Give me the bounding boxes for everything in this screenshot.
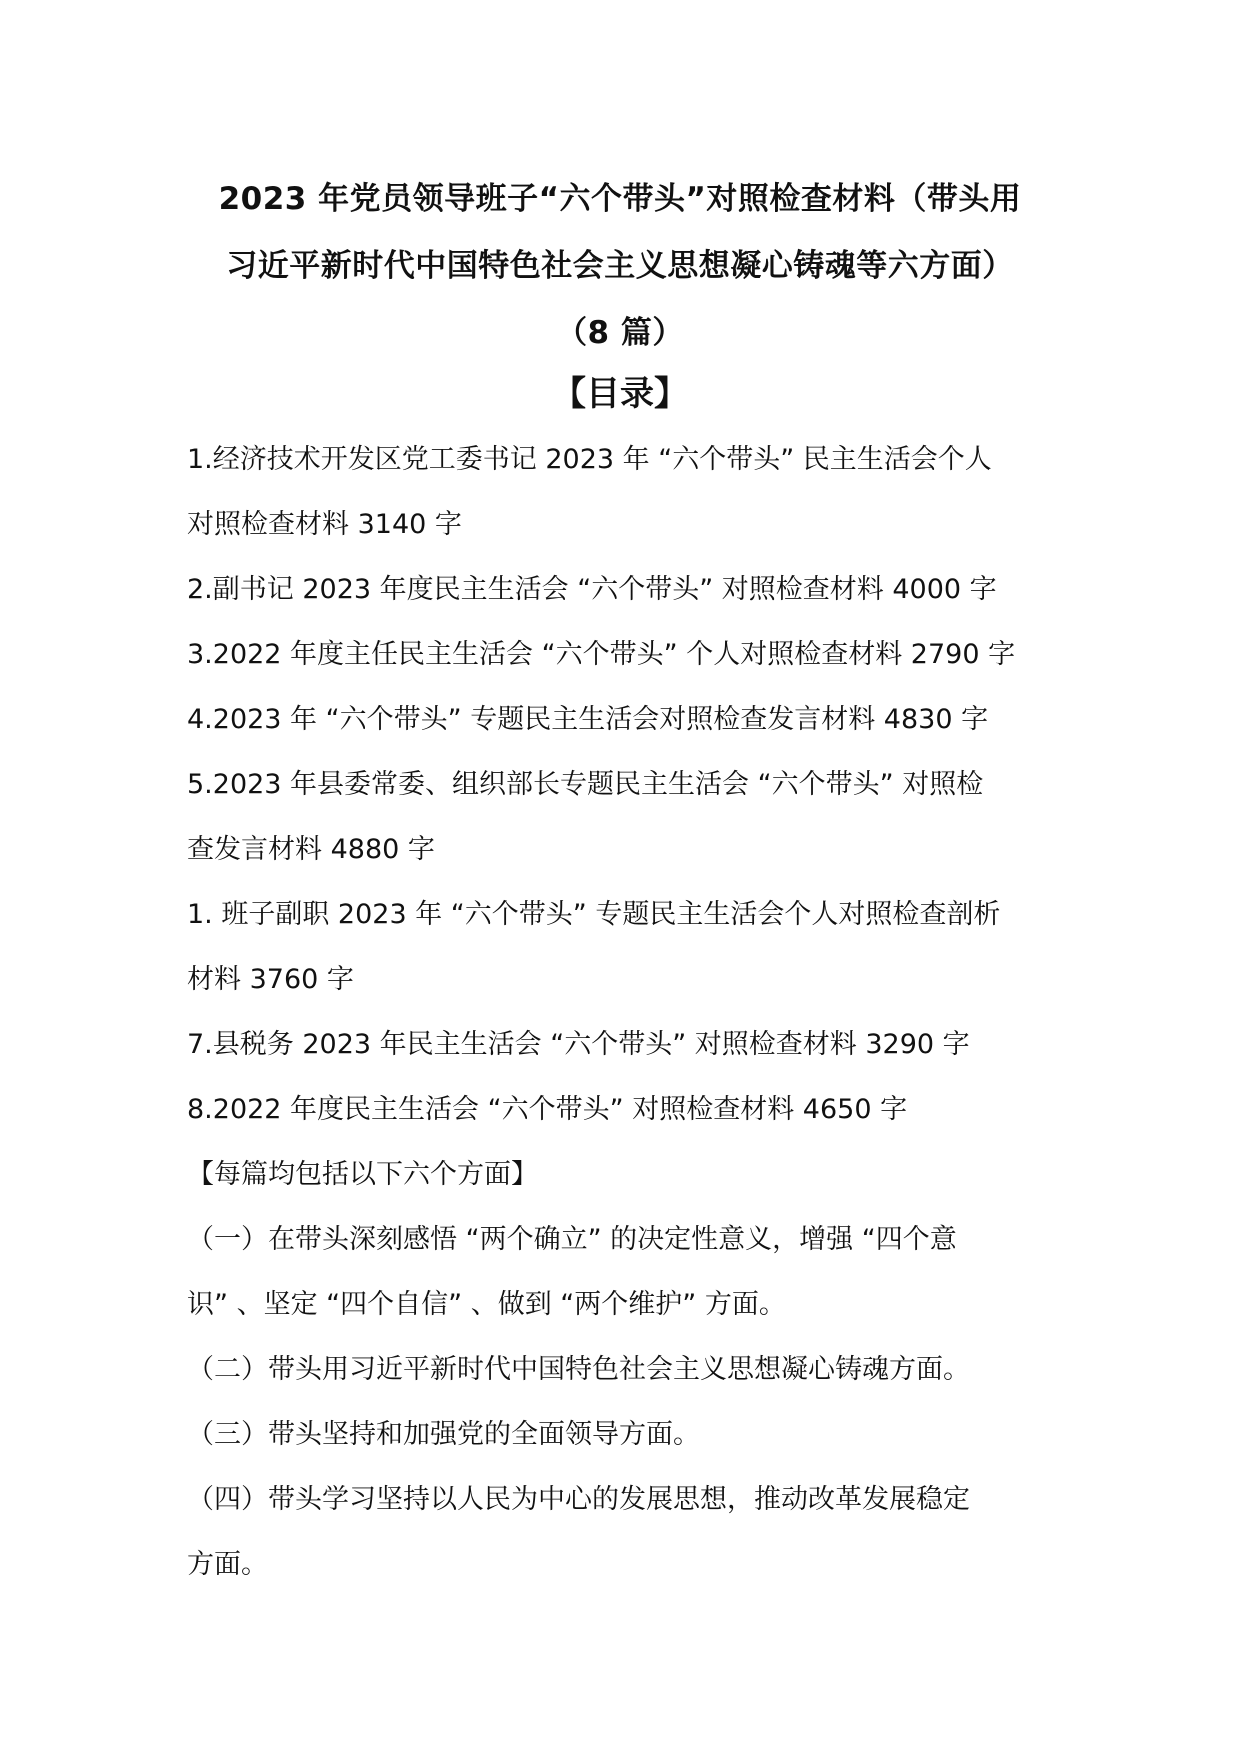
aspect-line: 识” 、坚定 “四个自信” 、做到 “两个维护” 方面。: [187, 1289, 786, 1320]
toc-line: 5.2023 年县委常委、组织部长专题民主生活会 “六个带头” 对照检: [187, 769, 984, 800]
aspect-line: （二）带头用习近平新时代中国特色社会主义思想凝心铸魂方面。: [187, 1354, 970, 1385]
aspect-line: （一）在带头深刻感悟 “两个确立” 的决定性意义，增强 “四个意: [187, 1224, 957, 1255]
toc-line: 查发言材料 4880 字: [187, 834, 435, 865]
document-body: [187, 427, 1067, 1597]
toc-line: 7.县税务 2023 年民主生活会 “六个带头” 对照检查材料 3290 字: [187, 1029, 970, 1060]
toc-line: 2.副书记 2023 年度民主生活会 “六个带头” 对照检查材料 4000 字: [187, 574, 997, 605]
toc-line: 3.2022 年度主任民主生活会 “六个带头” 个人对照检查材料 2790 字: [187, 639, 1016, 670]
aspect-line: 方面。: [187, 1549, 268, 1580]
document-title: [150, 166, 1090, 367]
aspect-line: （三）带头坚持和加强党的全面领导方面。: [187, 1419, 700, 1450]
title-line-2: 习近平新时代中国特色社会主义思想凝心铸魂等六方面）: [226, 248, 1014, 284]
toc-line: 1.经济技术开发区党工委书记 2023 年 “六个带头” 民主生活会个人: [187, 444, 992, 475]
title-line-1: 2023 年党员领导班子“六个带头”对照检查材料（带头用: [218, 181, 1022, 217]
toc-line: 8.2022 年度民主生活会 “六个带头” 对照检查材料 4650 字: [187, 1094, 908, 1125]
toc-line: 1. 班子副职 2023 年 “六个带头” 专题民主生活会个人对照检查剖析: [187, 899, 1001, 930]
aspect-line: （四）带头学习坚持以人民为中心的发展思想，推动改革发展稳定: [187, 1484, 970, 1515]
title-line-3: （8 篇）: [556, 315, 684, 351]
aspects-heading: 【每篇均包括以下六个方面】: [187, 1159, 538, 1190]
toc-line: 材料 3760 字: [187, 964, 354, 995]
toc-line: 对照检查材料 3140 字: [187, 509, 462, 540]
toc-line: 4.2023 年 “六个带头” 专题民主生活会对照检查发言材料 4830 字: [187, 704, 989, 735]
toc-heading: 【目录】: [552, 374, 688, 414]
